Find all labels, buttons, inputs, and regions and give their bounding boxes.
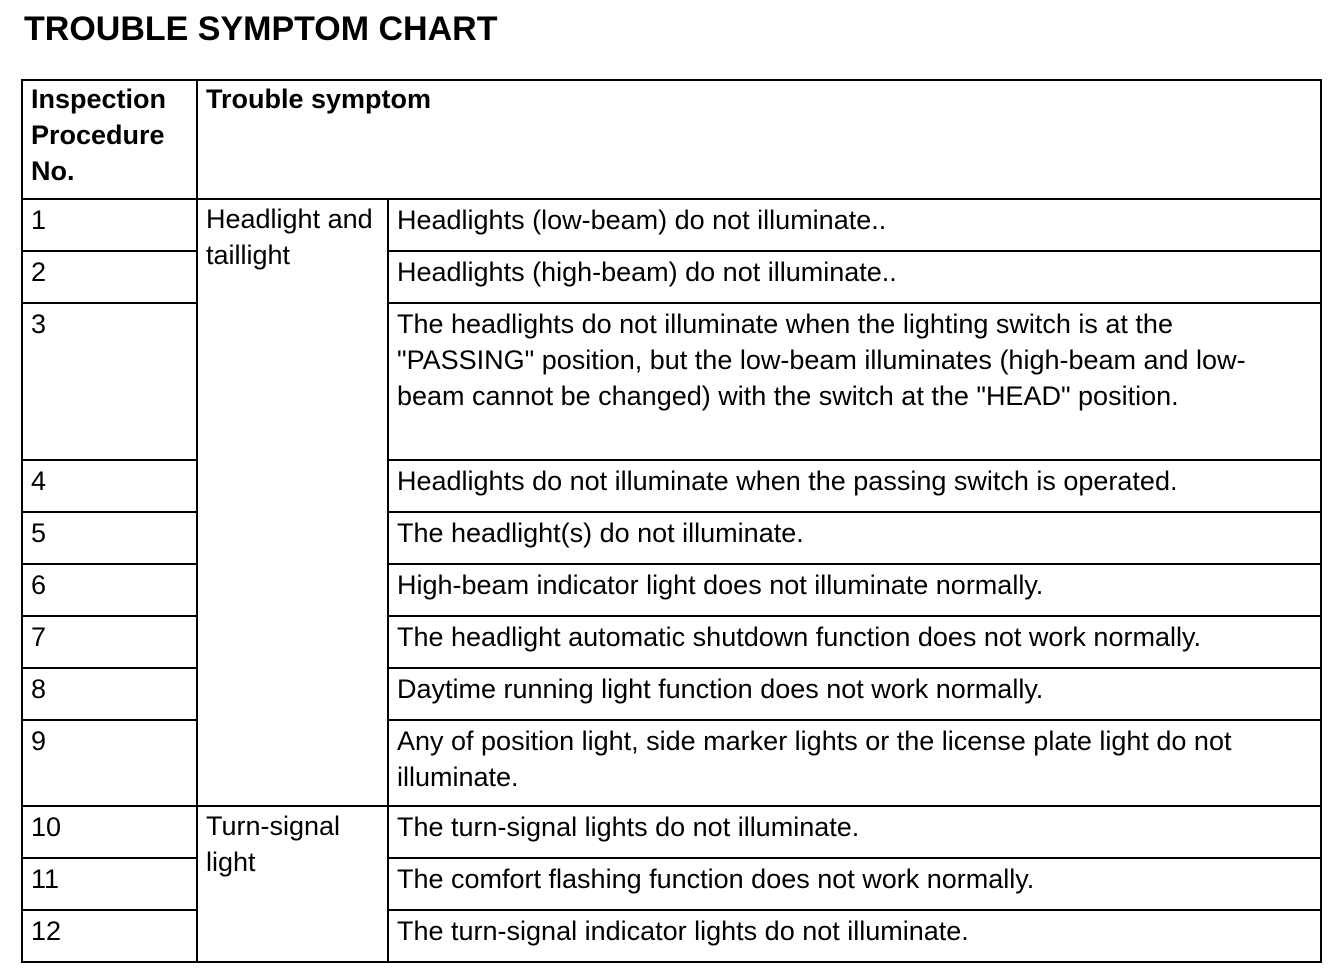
procedure-number: 11 [22,858,197,910]
table-row [22,199,1321,251]
table-row [22,806,1321,858]
symptom-text: The turn-signal indicator lights do not illuminate. [388,910,1321,962]
procedure-number: 10 [22,806,197,858]
trouble-symptom-table [21,79,1322,963]
header-procedure-no: Inspection Procedure No. [22,80,197,199]
page-title: TROUBLE SYMPTOM CHART [24,10,498,48]
procedure-number: 5 [22,512,197,564]
header-trouble-symptom: Trouble symptom [197,80,1321,199]
symptom-text: Daytime running light function does not work normally. [388,668,1321,720]
table-header-row [22,80,1321,199]
symptom-text: High-beam indicator light does not illuminate normally. [388,564,1321,616]
symptom-text: The headlights do not illuminate when the lighting switch is at the "PASSING" position, but the low-beam illuminates (high-beam and low-beam cannot be changed) with the switch at the "HEAD" position. [388,303,1321,460]
symptom-text: The headlight automatic shutdown function does not work normally. [388,616,1321,668]
symptom-text: The headlight(s) do not illuminate. [388,512,1321,564]
symptom-text: The comfort flashing function does not work normally. [388,858,1321,910]
symptom-text: Any of position light, side marker lights or the license plate light do not illuminate. [388,720,1321,806]
procedure-number: 6 [22,564,197,616]
procedure-number: 3 [22,303,197,460]
procedure-number: 2 [22,251,197,303]
procedure-number: 12 [22,910,197,962]
group-label-turn-signal: Turn-signal light [197,806,388,962]
symptom-text: Headlights (low-beam) do not illuminate.. [388,199,1321,251]
procedure-number: 7 [22,616,197,668]
procedure-number: 1 [22,199,197,251]
group-label-headlight-taillight: Headlight and taillight [197,199,388,806]
symptom-text: The turn-signal lights do not illuminate. [388,806,1321,858]
procedure-number: 8 [22,668,197,720]
procedure-number: 4 [22,460,197,512]
symptom-text: Headlights do not illuminate when the passing switch is operated. [388,460,1321,512]
symptom-text: Headlights (high-beam) do not illuminate.. [388,251,1321,303]
procedure-number: 9 [22,720,197,806]
